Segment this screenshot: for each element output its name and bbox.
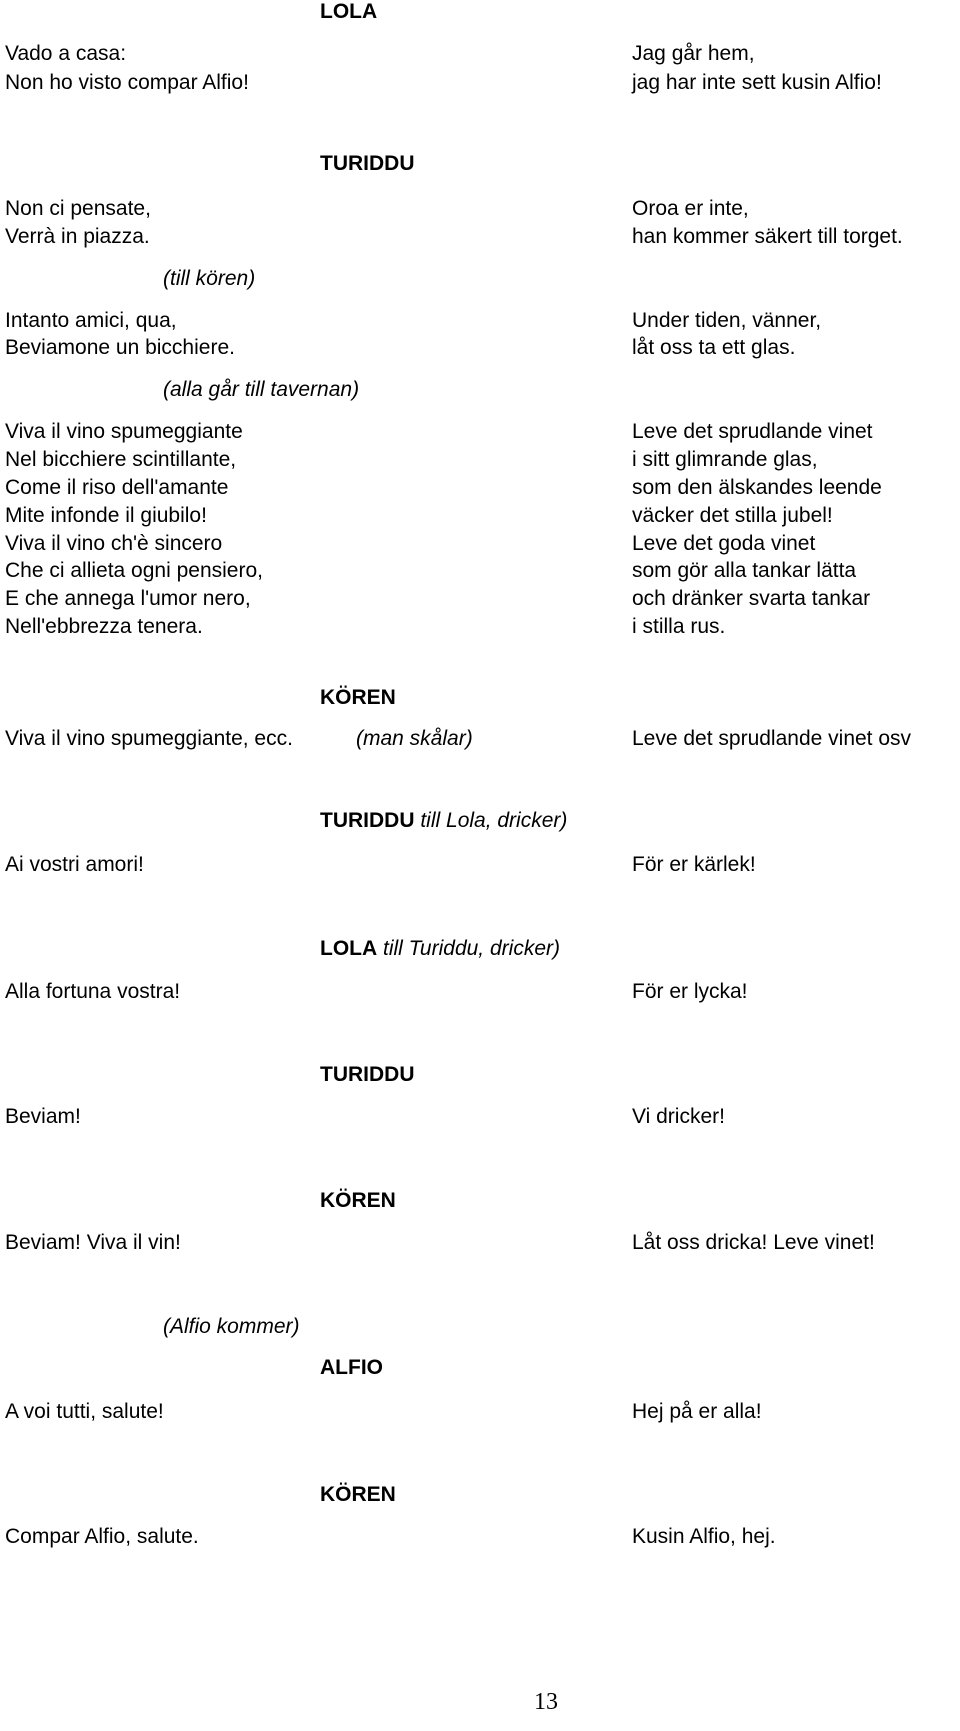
swedish-line: Kusin Alfio, hej.	[632, 1525, 776, 1548]
swedish-line: Leve det sprudlande vinet osv	[632, 727, 912, 750]
stage-direction: (till kören)	[163, 267, 256, 290]
speaker-turiddu: TURIDDU	[320, 152, 415, 175]
italian-line: Come il riso dell'amante	[5, 476, 229, 499]
swedish-line: Låt oss dricka! Leve vinet!	[632, 1231, 875, 1254]
swedish-line: Leve det sprudlande vinet	[632, 420, 873, 443]
page-number: 13	[534, 1689, 558, 1715]
swedish-line: Leve det goda vinet	[632, 532, 816, 555]
stage-direction: (alla går till tavernan)	[163, 378, 360, 401]
swedish-line: väcker det stilla jubel!	[632, 504, 833, 527]
italian-line: Viva il vino spumeggiante, ecc.	[5, 727, 293, 750]
italian-line: Ai vostri amori!	[5, 853, 144, 876]
stage-direction: (Alfio kommer)	[163, 1315, 300, 1338]
swedish-line: För er kärlek!	[632, 853, 756, 876]
speaker-lola: LOLA	[320, 937, 378, 960]
italian-line: Compar Alfio, salute.	[5, 1525, 199, 1548]
swedish-line: Jag går hem,	[632, 42, 755, 65]
italian-line: Mite infonde il giubilo!	[5, 504, 207, 527]
stage-direction: (man skålar)	[356, 727, 473, 750]
swedish-line: och dränker svarta tankar	[632, 587, 871, 610]
speaker-turiddu: TURIDDU	[320, 1063, 415, 1086]
speaker-heading	[320, 935, 560, 963]
italian-line: Vado a casa:	[5, 42, 127, 65]
swedish-line: i stilla rus.	[632, 615, 726, 638]
swedish-line: Under tiden, vänner,	[632, 309, 822, 332]
speaker-alfio: ALFIO	[320, 1356, 383, 1379]
speaker-koren: KÖREN	[320, 1483, 396, 1506]
italian-line: Beviam!	[5, 1105, 81, 1128]
italian-line: Non ho visto compar Alfio!	[5, 71, 249, 94]
italian-line: Beviamone un bicchiere.	[5, 336, 235, 359]
stage-direction: till Lola, dricker)	[420, 809, 568, 832]
stage-direction: till Turiddu, dricker)	[383, 937, 560, 960]
speaker-turiddu: TURIDDU	[320, 809, 415, 832]
italian-line: Viva il vino ch'è sincero	[5, 532, 223, 555]
italian-line: Viva il vino spumeggiante	[5, 420, 243, 443]
italian-line: Alla fortuna vostra!	[5, 980, 181, 1003]
swedish-line: jag har inte sett kusin Alfio!	[632, 71, 882, 94]
speaker-koren: KÖREN	[320, 1189, 396, 1212]
italian-line: Beviam! Viva il vin!	[5, 1231, 181, 1254]
swedish-line: låt oss ta ett glas.	[632, 336, 796, 359]
swedish-line: han kommer säkert till torget.	[632, 225, 903, 248]
italian-line: E che annega l'umor nero,	[5, 587, 251, 610]
italian-line: Intanto amici, qua,	[5, 309, 177, 332]
swedish-line: som gör alla tankar lätta	[632, 559, 857, 582]
italian-line: A voi tutti, salute!	[5, 1400, 164, 1423]
italian-line: Nel bicchiere scintillante,	[5, 448, 237, 471]
italian-line: Nell'ebbrezza tenera.	[5, 615, 203, 638]
speaker-lola: LOLA	[320, 0, 378, 23]
swedish-line: Vi dricker!	[632, 1105, 725, 1128]
italian-line: Verrà in piazza.	[5, 225, 150, 248]
italian-line: Non ci pensate,	[5, 197, 151, 220]
speaker-heading	[320, 807, 567, 835]
swedish-line: som den älskandes leende	[632, 476, 882, 499]
swedish-line: För er lycka!	[632, 980, 748, 1003]
italian-line: Che ci allieta ogni pensiero,	[5, 559, 263, 582]
speaker-koren: KÖREN	[320, 686, 396, 709]
swedish-line: i sitt glimrande glas,	[632, 448, 818, 471]
swedish-line: Hej på er alla!	[632, 1400, 762, 1423]
swedish-line: Oroa er inte,	[632, 197, 749, 220]
